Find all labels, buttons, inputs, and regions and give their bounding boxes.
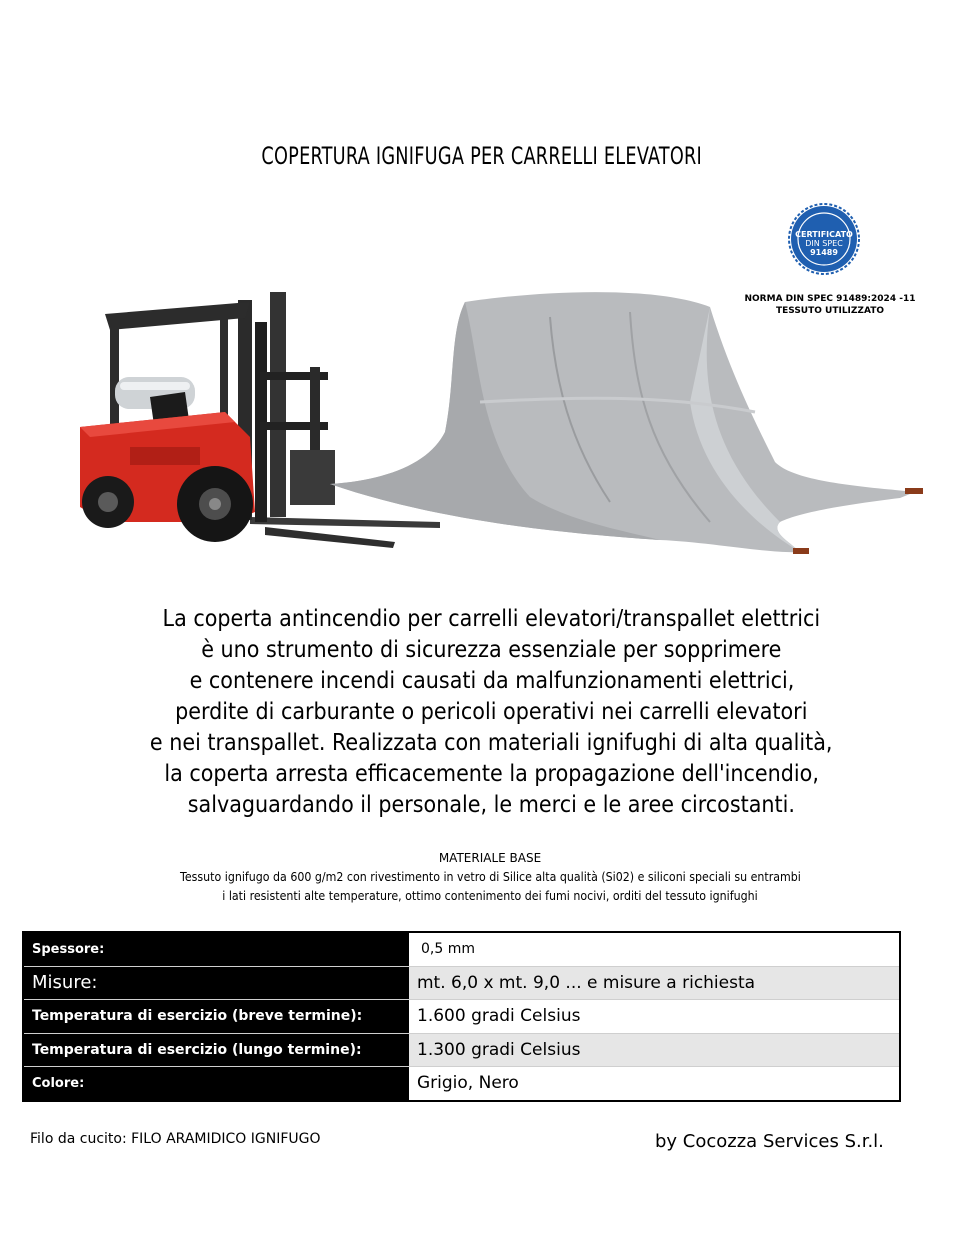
material-line: Tessuto ignifugo da 600 g/m2 con rivestimento in vetro di Silice alta qualità (Si02) e siliconi speciali su entrambi [179,870,801,884]
spec-value: Grigio, Nero [417,1073,519,1094]
spec-label: Temperatura di esercizio (lungo termine): [24,1034,409,1067]
description-line: la coperta arresta efficacemente la propagazione dell'incendio, [164,761,819,787]
material-heading: MATERIALE BASE [438,851,542,865]
spec-table [22,931,901,1102]
spec-label: Misure: [24,967,409,1000]
material-line: i lati resistenti alte temperature, ottimo contenimento dei fumi nocivi, orditi del tessuto ignifughi [222,889,758,903]
spec-label: Colore: [24,1067,409,1100]
company-credit: by Cocozza Services S.r.l. [655,1131,884,1152]
badge-text: CERTIFICATO DIN SPEC 91489 [795,230,853,257]
description-line: perdite di carburante o pericoli operativi nei carrelli elevatori [175,699,808,725]
description-line: e contenere incendi causati da malfunzionamenti elettrici, [189,668,794,694]
spec-value: 1.600 gradi Celsius [417,1006,581,1027]
description-line: e nei transpallet. Realizzata con materiali ignifughi di alta qualità, [150,730,833,756]
spec-label: Temperatura di esercizio (breve termine): [24,1000,409,1033]
forklift-image [80,292,440,548]
spec-row-misure [24,967,899,1001]
page-title: COPERTURA IGNIFUGA PER CARRELLI ELEVATORI [261,142,702,170]
description-line: La coperta antincendio per carrelli elevatori/transpallet elettrici [162,606,821,632]
fire-blanket-image [330,292,923,554]
thread-note: Filo da cucito: FILO ARAMIDICO IGNIFUGO [30,1131,321,1147]
spec-value: 0,5 mm [421,941,475,958]
spec-row-colore [24,1067,899,1100]
spec-row-temp-lungo [24,1034,899,1068]
description-line: è uno strumento di sicurezza essenziale per sopprimere [201,637,782,663]
spec-value: mt. 6,0 x mt. 9,0 ... e misure a richiesta [409,967,899,1000]
spec-row-spessore [24,933,899,967]
spec-label: Spessore: [24,933,409,966]
spec-value: 1.300 gradi Celsius [409,1034,899,1067]
norma-caption: NORMA DIN SPEC 91489:2024 -11 TESSUTO UTILIZZATO [744,294,916,316]
product-description [60,604,923,821]
material-section [40,849,940,906]
spec-row-temp-breve [24,1000,899,1034]
description-line: salvaguardando il personale, le merci e le aree circostanti. [187,792,796,818]
